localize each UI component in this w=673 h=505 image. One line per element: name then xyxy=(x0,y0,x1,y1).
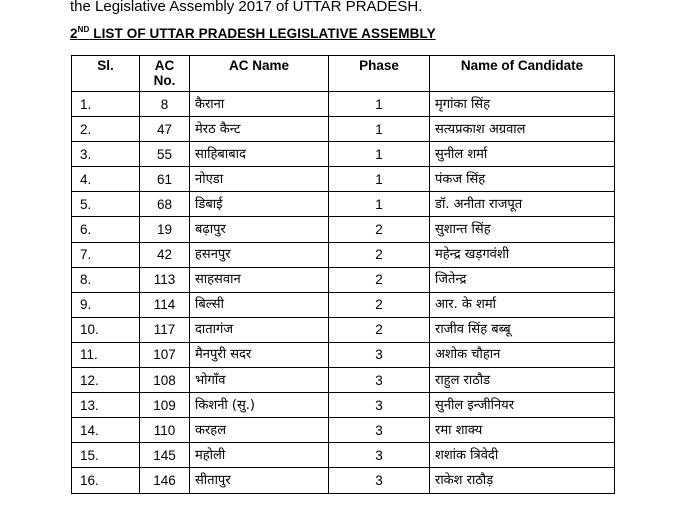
phase-cell: 3 xyxy=(329,393,430,418)
candidate-cell: सुशान्त सिंह xyxy=(430,217,615,242)
ac-name-cell: डिबाई xyxy=(190,192,329,217)
candidate-cell: राहुल राठौड xyxy=(430,368,615,393)
ac-no-cell: 114 xyxy=(140,292,190,317)
ac-no-cell: 61 xyxy=(140,167,190,192)
candidate-cell: रमा शाक्य xyxy=(430,418,615,443)
phase-cell: 1 xyxy=(329,167,430,192)
heading-text: LIST OF UTTAR PRADESH LEGISLATIVE ASSEMBLY xyxy=(89,26,436,41)
ac-name-cell: करहल xyxy=(190,418,329,443)
sl-cell: 12. xyxy=(72,368,140,393)
ac-name-cell: नोएडा xyxy=(190,167,329,192)
phase-cell: 2 xyxy=(329,267,430,292)
column-header-candidate: Name of Candidate xyxy=(430,56,615,92)
table-row xyxy=(72,92,615,117)
table-row xyxy=(72,317,615,342)
phase-cell: 1 xyxy=(329,92,430,117)
ac-no-line1: AC xyxy=(154,58,175,73)
table-row xyxy=(72,393,615,418)
phase-cell: 3 xyxy=(329,418,430,443)
ac-name-cell: मैनपुरी सदर xyxy=(190,342,329,367)
column-header-ac-name: AC Name xyxy=(190,56,329,92)
ac-no-cell: 113 xyxy=(140,267,190,292)
column-header-sl: Sl. xyxy=(72,56,140,92)
table-row xyxy=(72,117,615,142)
sl-cell: 16. xyxy=(72,468,140,493)
sl-cell: 1. xyxy=(72,92,140,117)
heading-number: 2 xyxy=(70,26,78,41)
sl-cell: 6. xyxy=(72,217,140,242)
list-heading xyxy=(70,26,436,41)
table-row xyxy=(72,342,615,367)
ac-no-cell: 110 xyxy=(140,418,190,443)
table-row xyxy=(72,267,615,292)
table-row xyxy=(72,167,615,192)
ac-name-cell: कैराना xyxy=(190,92,329,117)
candidate-cell: सुनील इन्जीनियर xyxy=(430,393,615,418)
ac-name-cell: सीतापुर xyxy=(190,468,329,493)
ac-no-cell: 55 xyxy=(140,142,190,167)
ac-no-cell: 42 xyxy=(140,242,190,267)
candidate-cell: राकेश राठौड़ xyxy=(430,468,615,493)
ac-name-cell: मेरठ कैन्ट xyxy=(190,117,329,142)
ac-no-cell: 8 xyxy=(140,92,190,117)
phase-cell: 1 xyxy=(329,117,430,142)
ac-no-cell: 146 xyxy=(140,468,190,493)
ac-name-cell: भोगाँव xyxy=(190,368,329,393)
sl-cell: 7. xyxy=(72,242,140,267)
candidate-cell: शशांक त्रिवेदी xyxy=(430,443,615,468)
sl-cell: 9. xyxy=(72,292,140,317)
phase-cell: 2 xyxy=(329,242,430,267)
phase-cell: 1 xyxy=(329,192,430,217)
ac-name-cell: बढ़ापुर xyxy=(190,217,329,242)
table-row xyxy=(72,292,615,317)
ac-no-cell: 68 xyxy=(140,192,190,217)
candidate-cell: सत्यप्रकाश अग्रवाल xyxy=(430,117,615,142)
candidate-cell: मृगांका सिंह xyxy=(430,92,615,117)
candidate-cell: पंकज सिंह xyxy=(430,167,615,192)
candidate-cell: जितेन्द्र xyxy=(430,267,615,292)
ac-no-cell: 47 xyxy=(140,117,190,142)
phase-cell: 3 xyxy=(329,443,430,468)
ac-name-cell: किशनी (सु.) xyxy=(190,393,329,418)
ac-name-cell: महोली xyxy=(190,443,329,468)
table-row xyxy=(72,368,615,393)
ac-no-cell: 117 xyxy=(140,317,190,342)
ac-name-cell: हसनपुर xyxy=(190,242,329,267)
column-header-ac-no xyxy=(140,56,190,92)
table-row xyxy=(72,242,615,267)
phase-cell: 3 xyxy=(329,342,430,367)
phase-cell: 3 xyxy=(329,468,430,493)
candidate-cell: डॉ. अनीता राजपूत xyxy=(430,192,615,217)
candidate-cell: आर. के शर्मा xyxy=(430,292,615,317)
phase-cell: 2 xyxy=(329,292,430,317)
sl-cell: 2. xyxy=(72,117,140,142)
ac-no-cell: 107 xyxy=(140,342,190,367)
sl-cell: 8. xyxy=(72,267,140,292)
sl-cell: 5. xyxy=(72,192,140,217)
ac-name-cell: साहसवान xyxy=(190,267,329,292)
heading-superscript: ND xyxy=(77,25,90,34)
candidate-table xyxy=(71,55,615,494)
ac-no-line2: No. xyxy=(153,73,176,88)
table-row xyxy=(72,443,615,468)
sl-cell: 4. xyxy=(72,167,140,192)
table-row xyxy=(72,468,615,493)
sl-cell: 11. xyxy=(72,342,140,367)
column-header-phase: Phase xyxy=(329,56,430,92)
phase-cell: 2 xyxy=(329,217,430,242)
ac-no-cell: 109 xyxy=(140,393,190,418)
sl-cell: 3. xyxy=(72,142,140,167)
candidate-cell: राजीव सिंह बब्बू xyxy=(430,317,615,342)
table-row xyxy=(72,142,615,167)
phase-cell: 2 xyxy=(329,317,430,342)
sl-cell: 15. xyxy=(72,443,140,468)
ac-name-cell: साहिबाबाद xyxy=(190,142,329,167)
table-row xyxy=(72,418,615,443)
intro-text: the Legislative Assembly 2017 of UTTAR PRADESH. xyxy=(70,0,423,15)
phase-cell: 3 xyxy=(329,368,430,393)
ac-no-cell: 19 xyxy=(140,217,190,242)
phase-cell: 1 xyxy=(329,142,430,167)
sl-cell: 14. xyxy=(72,418,140,443)
sl-cell: 10. xyxy=(72,317,140,342)
candidate-cell: अशोक चौहान xyxy=(430,342,615,367)
ac-no-cell: 108 xyxy=(140,368,190,393)
ac-no-cell: 145 xyxy=(140,443,190,468)
candidate-cell: सुनील शर्मा xyxy=(430,142,615,167)
table-header-row xyxy=(72,56,615,92)
ac-name-cell: दातागंज xyxy=(190,317,329,342)
ac-name-cell: बिल्सी xyxy=(190,292,329,317)
candidate-cell: महेन्द्र खड़गवंशी xyxy=(430,242,615,267)
sl-cell: 13. xyxy=(72,393,140,418)
table-row xyxy=(72,217,615,242)
table-row xyxy=(72,192,615,217)
